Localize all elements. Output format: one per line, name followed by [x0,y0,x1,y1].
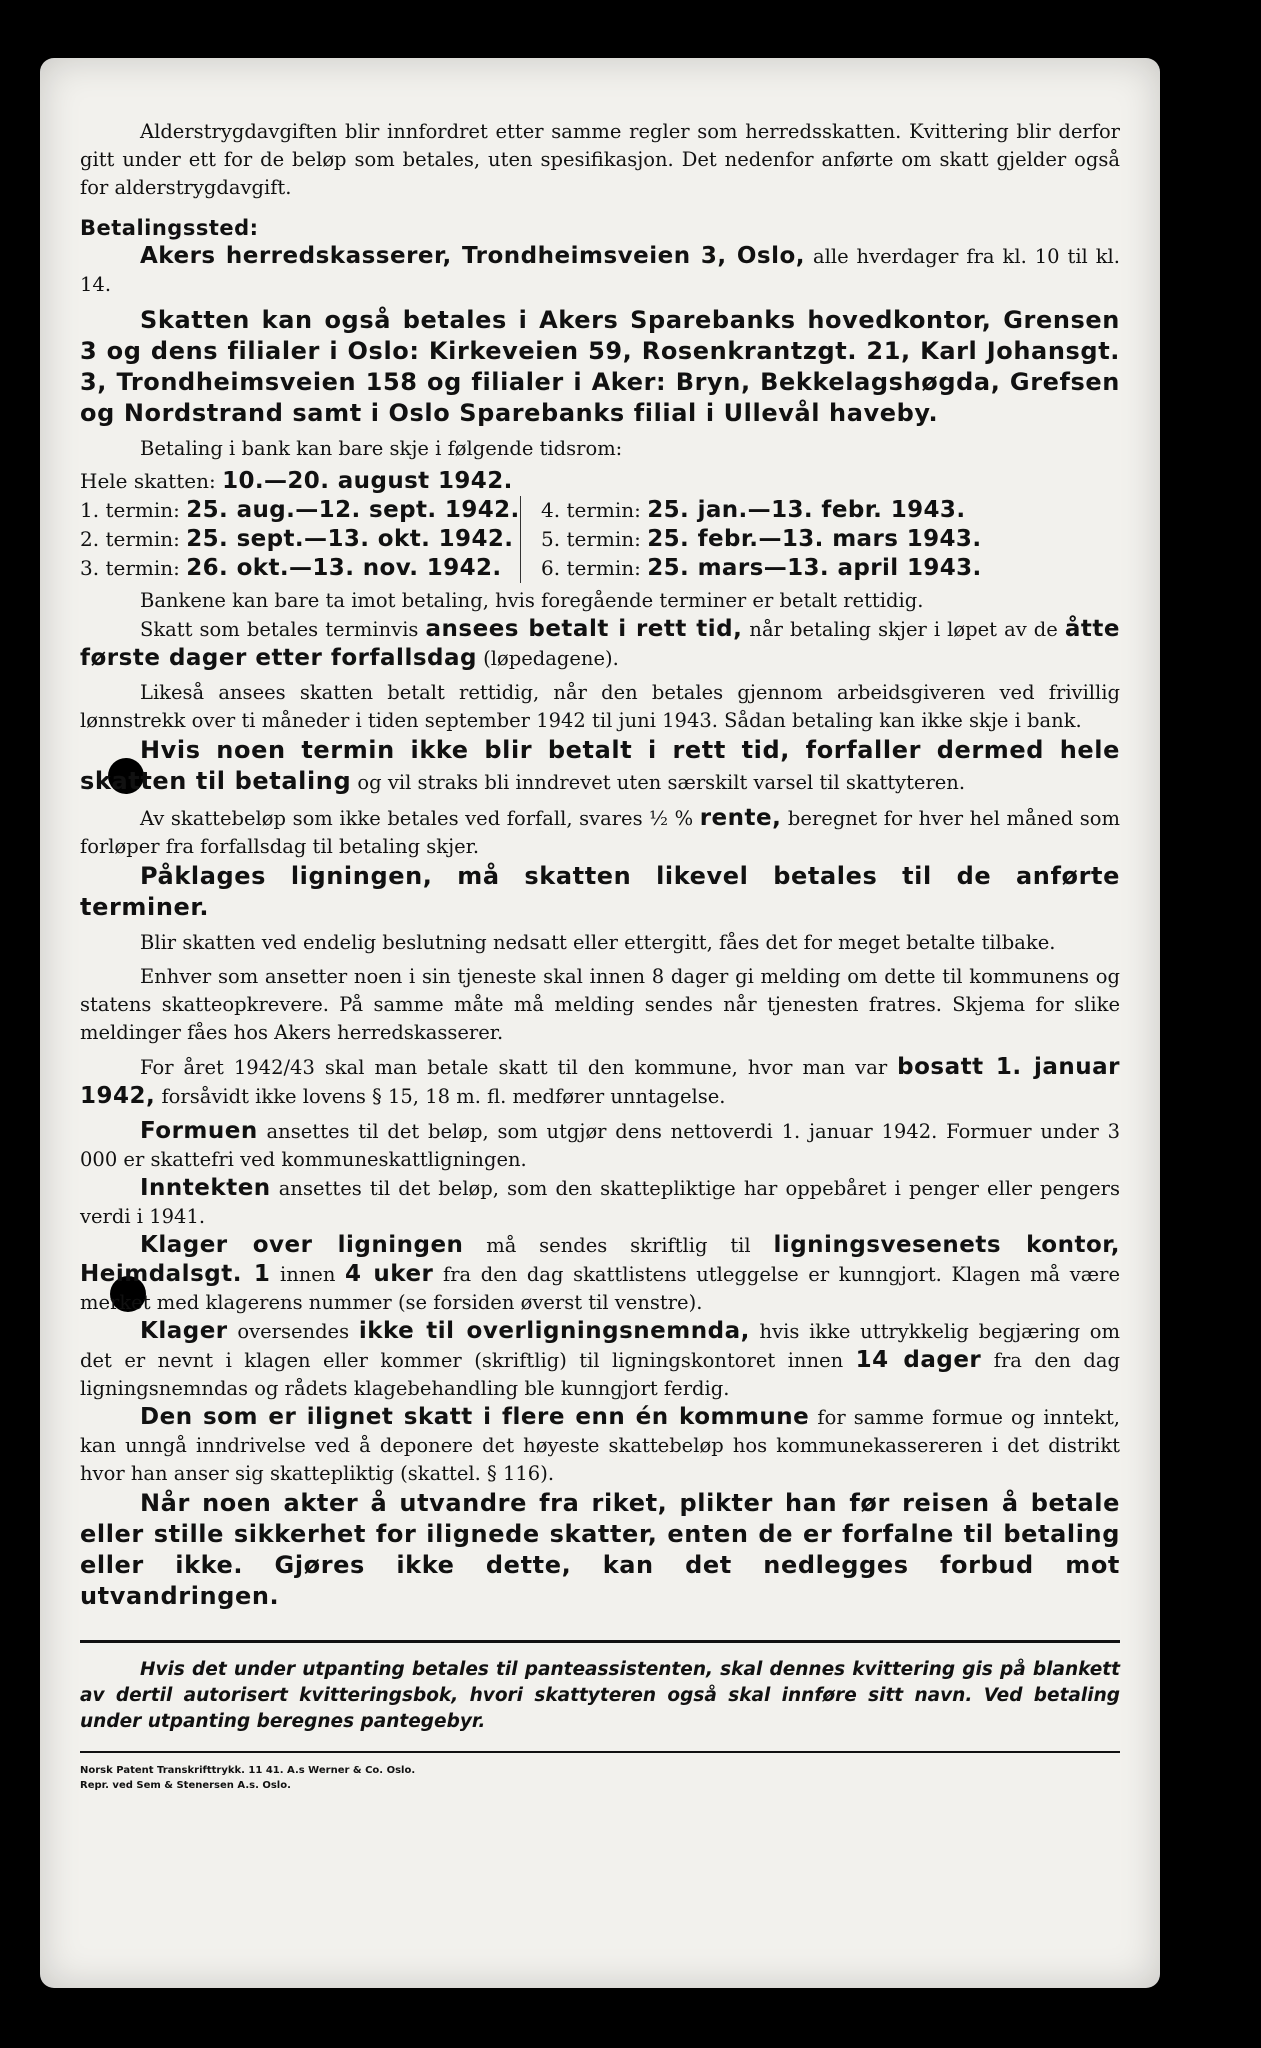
term-row: Hele skatten: 10.—20. august 1942. [80,468,513,494]
wealth-paragraph: Formuen ansettes til det beløp, som utgjør dens nettoverdi 1. januar 1942. Formuer under 3 000 er skattefri ved kommuneskattligningen. [80,1118,1120,1171]
bank-periods-intro: Betaling i bank kan bare skje i følgende tidsrom: [140,437,623,460]
due-paragraph: Hvis noen termin ikke blir betalt i rett tid, forfaller dermed hele skatten til betaling og vil straks bli inndrevet uten særskilt varsel til skattyteren. [80,736,1120,795]
term-row: 2. termin: 25. sept.—13. okt. 1942. [80,526,514,552]
term-row: 1. termin: 25. aug.—12. sept. 1942. [80,497,520,523]
terms-left-column [80,467,520,583]
divider [80,1640,1120,1643]
emigration-paragraph: Når noen akter å utvandre fra riket, plikter han før reisen å betale eller stille sikkerhet for ilignede skatter, enten de er forfalne til betaling eller ikke. Gjøres ikke dette, kan det nedlegges forbud mot utvandringen. [80,1489,1120,1610]
terms-right-column [520,496,982,583]
payment-hours: alle hverdager fra kl. 10 til kl. 14. [80,245,1120,296]
term-row: 6. termin: 25. mars—13. april 1943. [541,555,982,581]
printer-line: Norsk Patent Transkrifttrykk. 11 41. A.s Werner & Co. Oslo. [80,1765,416,1776]
employment-paragraph: Enhver som ansetter noen i sin tjeneste skal innen 8 dager gi melding om dette til kommunens og statens skatteopkrevere. På samme måte må melding sendes når tjenesten fratres. Skjema for slike meldinger fåes hos Akers herredskasserer. [80,965,1120,1044]
appeal-paragraph: Påklages ligningen, må skatten likevel betales til de anførte terminer. [80,862,1120,921]
payment-place: Akers herredskasserer, Trondheimsveien 3, Oslo, [140,243,806,269]
term-row: 5. termin: 25. febr.—13. mars 1943. [541,526,982,552]
distraint-footnote: Hvis det under utpanting betales til panteassistenten, skal dennes kvittering gis på blankett av dertil autorisert kvitteringsbok, hvori skattyteren også skal innføre sitt navn. Ved betaling under utpanting beregnes pantegebyr. [80,1659,1120,1732]
document-page [40,58,1160,1988]
printer-line: Repr. ved Sem & Stenersen A.s. Oslo. [80,1780,291,1791]
term-payment-paragraph: Skatt som betales terminvis ansees betalt i rett tid, når betaling skjer i løpet av de åtte første dager etter forfallsdag (løpedagene). [80,616,1120,671]
multi-municipality-paragraph: Den som er ilignet skatt i flere enn én kommune for samme formue og inntekt, kan unngå inndrivelse ved å deponere det høyeste skattebeløp hos kommunekassereren i det distrikt hvor han anser sig skattepliktig (skattel. § 116). [80,1404,1120,1485]
document-body [80,118,1120,1793]
term-row: 4. termin: 25. jan.—13. febr. 1943. [541,497,966,523]
divider [80,1751,1120,1753]
reduced-paragraph: Blir skatten ved endelig beslutning nedsatt eller ettergitt, fåes det for meget betalte tilbake. [140,931,1056,954]
banks-only-paragraph: Bankene kan bare ta imot betaling, hvis foregående terminer er betalt rettidig. [140,589,924,612]
complaint-paragraph: Klager over ligningen må sendes skriftlig til ligningsvesenets kontor, Heimdalsgt. 1 innen 4 uker fra den dag skattlistens utleggelse er kunngjort. Klagen må være merket med klagerens nummer (se forsiden øverst til venstre). [80,1232,1120,1314]
intro-paragraph: Alderstrygdavgiften blir innfordret etter samme regler som herredsskatten. Kvittering blir derfor gitt under ett for de beløp som betales, uten spesifikasjon. Det nedenfor anførte om skatt gjelder også for alderstrygdavgift. [80,120,1120,199]
terms-table [80,467,1120,583]
term-row: 3. termin: 26. okt.—13. nov. 1942. [80,555,502,581]
banks-paragraph: Skatten kan også betales i Akers Sparebanks hovedkontor, Grensen 3 og dens filialer i Oslo: Kirkeveien 59, Rosenkrantzgt. 21, Karl Johansgt. 3, Trondheimsveien 158 og filialer i Aker: Bryn, Bekkelagshøgda, Grefsen og Nordstrand samt i Oslo Sparebanks filial i Ullevål haveby. [80,306,1120,427]
income-paragraph: Inntekten ansettes til det beløp, som den skattepliktige har oppebåret i penger eller pengers verdi i 1941. [80,1175,1120,1228]
interest-paragraph: Av skattebeløp som ikke betales ved forfall, svares ½ % rente, beregnet for hver hel måned som forløper fra forfallsdag til betaling skjer. [80,805,1120,858]
tax-year-paragraph: For året 1942/43 skal man betale skatt til den kommune, hvor man var bosatt 1. januar 1942, forsåvidt ikke lovens § 15, 18 m. fl. medfører unntagelse. [80,1054,1120,1109]
payment-heading: Betalingssted: [80,216,259,240]
employer-paragraph: Likeså ansees skatten betalt rettidig, når den betales gjennom arbeidsgiveren ved frivillig lønnstrekk over ti måneder i tiden september 1942 til juni 1943. Sådan betaling kan ikke skje i bank. [80,681,1120,732]
forward-paragraph: Klager oversendes ikke til overligningsnemnda, hvis ikke uttrykkelig begjæring om det er nevnt i klagen eller kommer (skriftlig) til ligningskontoret innen 14 dager fra den dag ligningsnemndas og rådets klagebehandling ble kunngjort ferdig. [80,1318,1120,1400]
